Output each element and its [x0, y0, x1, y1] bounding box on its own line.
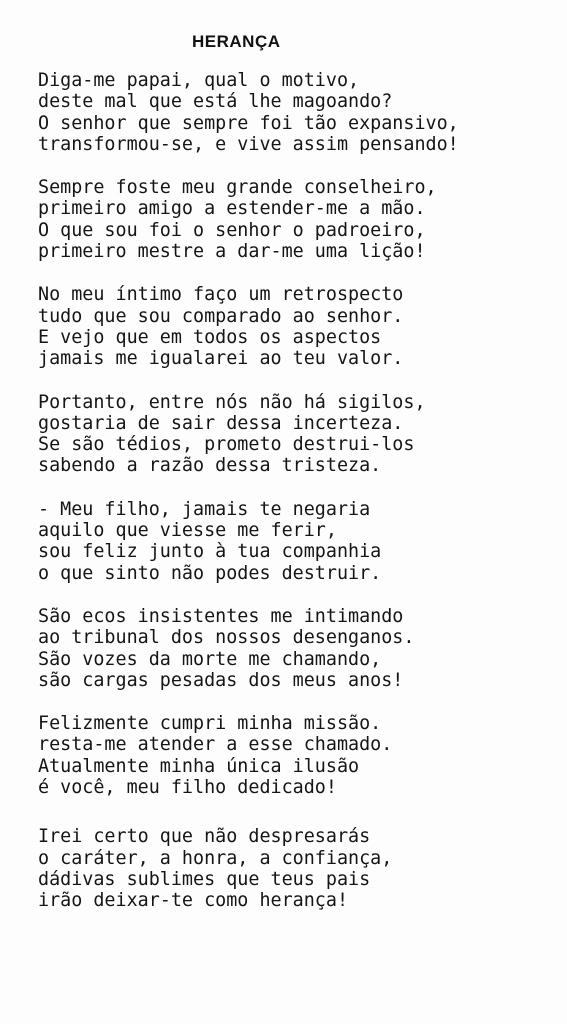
poem-line: é você, meu filho dedicado! [38, 777, 337, 799]
poem-line: No meu íntimo faço um retrospecto [38, 284, 404, 306]
poem-line: São ecos insistentes me intimando [38, 605, 404, 627]
poem-line: transformou-se, e vive assim pensando! [38, 133, 459, 155]
poem-line: são cargas pesadas dos meus anos! [38, 669, 404, 691]
poem-line: Sempre foste meu grande conselheiro, [38, 177, 437, 199]
poem-line: Se são tédios, prometo destrui-los [38, 434, 415, 456]
poem-body [38, 70, 558, 912]
poem-line: O senhor que sempre foi tão expansivo, [38, 112, 459, 134]
poem-line: aquilo que viesse me ferir, [38, 520, 337, 542]
stanza-6 [38, 606, 558, 691]
poem-line: deste mal que está lhe magoando? [38, 91, 393, 113]
poem-line: São vozes da morte me chamando, [38, 648, 382, 670]
poem-line: irão deixar-te como herança! [38, 890, 349, 912]
stanza-1 [38, 70, 558, 155]
poem-line: Felizmente cumpri minha missão. [38, 713, 382, 735]
poem-line: Atualmente minha única ilusão [38, 755, 360, 777]
stanza-8 [38, 826, 558, 911]
poem-line: E vejo que em todos os aspectos [38, 326, 382, 348]
poem-line: - Meu filho, jamais te negaria [38, 498, 371, 520]
stanza-3 [38, 284, 558, 369]
poem-line: gostaria de sair dessa incerteza. [38, 412, 404, 434]
stanza-2 [38, 177, 558, 262]
poem-title: HERANÇA [192, 32, 281, 51]
poem-line: dádivas sublimes que teus pais [38, 868, 371, 890]
poem-line: resta-me atender a esse chamado. [38, 734, 393, 756]
poem-line: tudo que sou comparado ao senhor. [38, 305, 404, 327]
poem-line: o caráter, a honra, a confiança, [38, 847, 393, 869]
stanza-4 [38, 392, 558, 477]
poem-line: sou feliz junto à tua companhia [38, 541, 382, 563]
poem-line: sabendo a razão dessa tristeza. [38, 455, 382, 477]
stanza-7 [38, 713, 558, 798]
poem-line: Portanto, entre nós não há sigilos, [38, 391, 426, 413]
poem-line: Diga-me papai, qual o motivo, [38, 70, 360, 91]
poem-line: o que sinto não podes destruir. [38, 562, 382, 584]
poem-line: Irei certo que não despresarás [38, 826, 371, 848]
poem-line: O que sou foi o senhor o padroeiro, [38, 219, 426, 241]
poem-line: primeiro mestre a dar-me uma lição! [38, 241, 426, 263]
poem-line: ao tribunal dos nossos desenganos. [38, 627, 415, 649]
poem-line: primeiro amigo a estender-me a mão. [38, 198, 426, 220]
poem-line: jamais me igualarei ao teu valor. [38, 348, 404, 370]
stanza-5 [38, 499, 558, 584]
